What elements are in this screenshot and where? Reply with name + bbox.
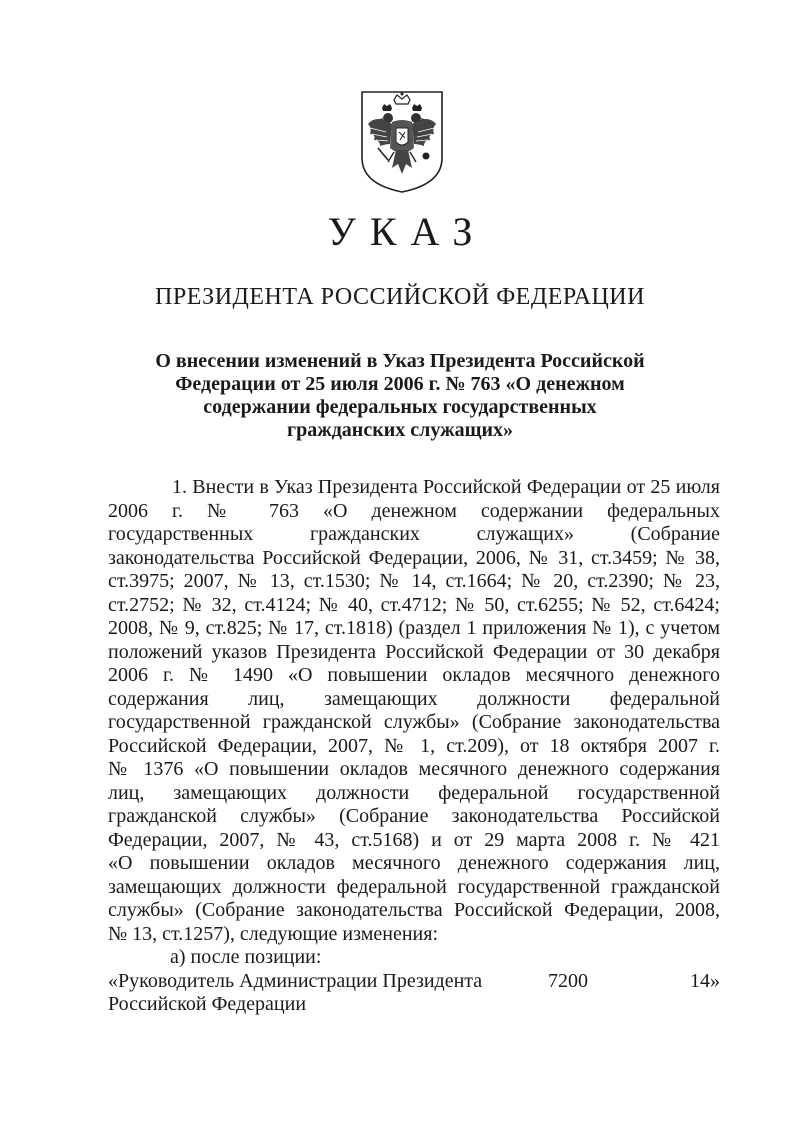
document-heading — [110, 350, 690, 442]
position-name-continued: Российской Федерации — [108, 993, 307, 1015]
position-row — [108, 970, 720, 994]
document-title: УКАЗ — [327, 209, 487, 254]
body-line: гражданской службы» (Собрание законодательства Российской — [108, 805, 720, 827]
body-line: Федерации, 2007, № 43, ст.5168) и от 29 марта 2008 г. № 421 — [108, 828, 720, 851]
body-line: лиц, замещающих должности федеральной государственной — [108, 781, 720, 804]
heading-line: гражданских служащих» — [286, 419, 513, 441]
body-line: замещающих должности федеральной государственной гражданской — [108, 875, 720, 898]
position-name: «Руководитель Администрации Президента — [108, 969, 483, 992]
body-line: 1. Внести в Указ Президента Российской Федерации от 25 июля — [172, 476, 720, 498]
body-line: № 1376 «О повышении окладов месячного денежного содержания — [108, 758, 720, 780]
body-line: законодательства Российской Федерации, 2006, № 31, ст.3459; № 38, — [108, 546, 720, 569]
body-line: 2006 г. № 1490 «О повышении окладов месячного денежного — [108, 664, 720, 686]
body-line: «О повышении окладов месячного денежного содержания лиц, — [108, 852, 720, 874]
body-line: государственной гражданской службы» (Собрание законодательства — [108, 711, 720, 733]
document-subtitle: ПРЕЗИДЕНТА РОССИЙСКОЙ ФЕДЕРАЦИИ — [155, 284, 645, 310]
body-line: государственных гражданских служащих» (Собрание — [108, 523, 720, 545]
heading-line: содержании федеральных государственных — [203, 396, 597, 418]
heading-line: Федерации от 25 июля 2006 г. № 763 «О денежном — [175, 373, 625, 395]
body-line: 2008, № 9, ст.825; № 17, ст.1818) (раздел 1 приложения № 1), с учетом — [108, 617, 720, 639]
body-line: службы» (Собрание законодательства Российской Федерации, 2008, — [108, 899, 720, 921]
heading-line: О внесении изменений в Указ Президента Российской — [155, 350, 645, 372]
subitem-line: а) после позиции: — [170, 946, 322, 968]
russian-coat-of-arms-icon — [356, 88, 448, 196]
body-line: ст.3975; 2007, № 13, ст.1530; № 14, ст.1664; № 20, ст.2390; № 23, — [108, 570, 720, 592]
body-line: ст.2752; № 32, ст.4124; № 40, ст.4712; № 50, ст.6255; № 52, ст.6424; — [108, 593, 720, 616]
document-body — [108, 476, 720, 1017]
body-line: положений указов Президента Российской Федерации от 30 декабря — [108, 640, 720, 663]
body-line: содержания лиц, замещающих должности федеральной — [108, 687, 720, 710]
position-grade: 14» — [690, 969, 720, 992]
body-line: 2006 г. № 763 «О денежном содержании федеральных — [108, 499, 720, 522]
position-salary: 7200 — [548, 969, 588, 992]
body-line: Российской Федерации, 2007, № 1, ст.209), от 18 октября 2007 г. — [108, 734, 720, 757]
body-line: № 13, ст.1257), следующие изменения: — [108, 922, 439, 945]
